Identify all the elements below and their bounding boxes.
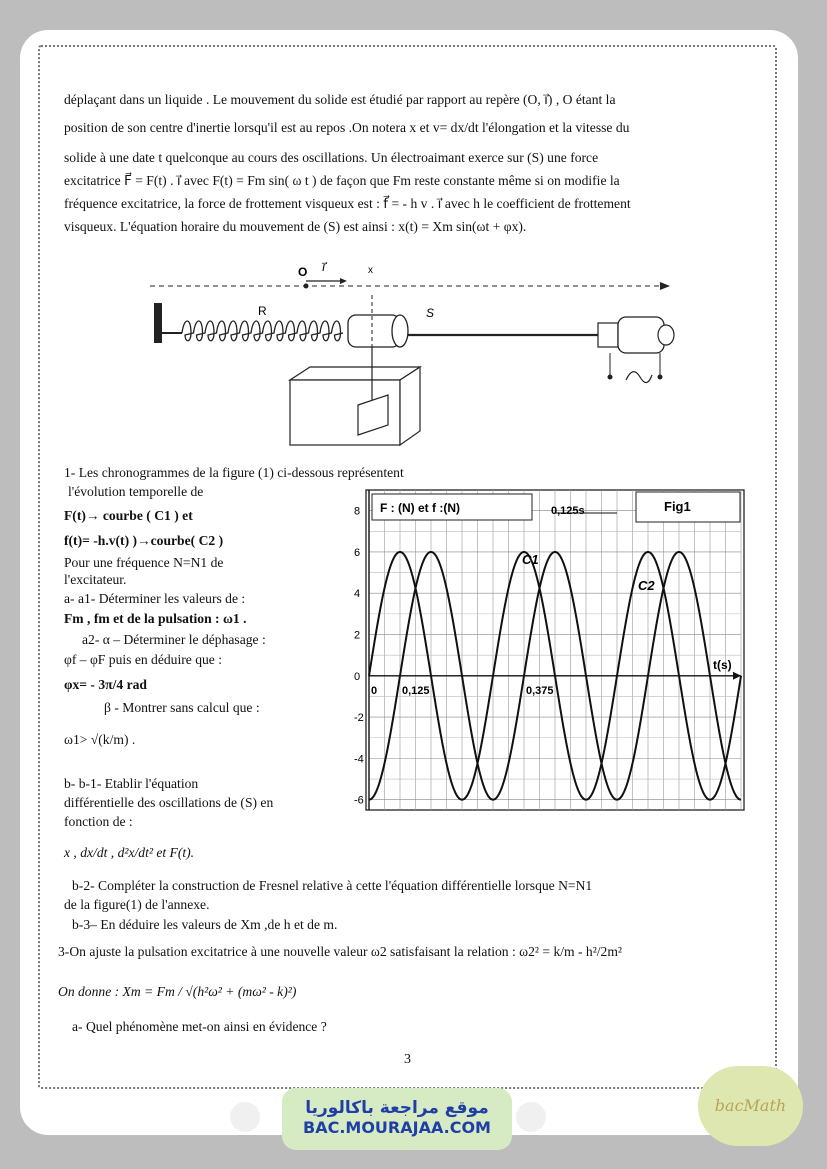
- y-tick-label: -2: [354, 712, 364, 725]
- q1-line-11: φx= - 3π/4 rad: [64, 677, 147, 692]
- q1-line-10: φf – φF puis en déduire que :: [64, 652, 223, 667]
- q1-line-4: f(t)= -h.v(t) )→courbe( C2 ): [64, 533, 224, 548]
- figure-1-chart: [336, 486, 748, 816]
- intro-line-1: déplaçant dans un liquide . Le mouvement du solide est étudié par rapport au repère (O, i⃗) , O étant la: [64, 92, 616, 107]
- q1-line-3: F(t)→ courbe ( C1 ) et: [64, 508, 193, 523]
- x-axis-arrow: [660, 282, 670, 290]
- q1-b-line-3: fonction de :: [64, 814, 133, 829]
- y-tick-label: 4: [354, 588, 361, 601]
- q3-line-1: 3-On ajuste la pulsation excitatrice à une nouvelle valeur ω2 satisfaisant la relation : ω2² = k/m - h²/2m²: [58, 944, 623, 959]
- x-tick-label: 0,125: [402, 684, 430, 697]
- solid-label: S: [426, 306, 435, 320]
- ac-source-icon: [626, 372, 652, 383]
- spring-R: [182, 321, 343, 341]
- y-tick-label: 8: [354, 505, 361, 518]
- q1-line-5: Pour une fréquence N=N1 de: [64, 555, 224, 570]
- x-tick-label: 0: [371, 684, 378, 697]
- q3-line-3: a- Quel phénomène met-on ainsi en évidence ?: [72, 1019, 327, 1034]
- intro-line-3: solide à une date t quelconque au cours des oscillations. Un électroaimant exerce sur (S) une force: [64, 150, 599, 165]
- chart-title: Fig1: [664, 499, 691, 514]
- origin-point: [304, 284, 309, 289]
- chart-xlabel: t(s): [713, 658, 732, 672]
- fixed-wall: [154, 303, 162, 343]
- q1-line-1: 1- Les chronogrammes de la figure (1) ci-dessous représentent: [64, 465, 404, 480]
- intro-line-6: visqueux. L'équation horaire du mouvement de (S) est ainsi : x(t) = Xm sin(ωt + φx).: [64, 219, 527, 234]
- origin-label: O: [298, 265, 308, 279]
- site-url-link[interactable]: BAC.MOURAJAA.COM: [303, 1118, 491, 1137]
- q1-line-12: β - Montrer sans calcul que :: [104, 700, 260, 715]
- y-tick-label: 2: [354, 629, 361, 642]
- intro-line-5: fréquence excitatrice, la force de frottement visqueux est : f⃗ = - h v . i⃗ avec h le coefficient de frottement: [64, 196, 631, 211]
- spring-mass-schema: [130, 255, 690, 460]
- site-name-arabic: موقع مراجعة باكالوريا: [305, 1098, 489, 1118]
- page-number: 3: [404, 1052, 411, 1067]
- scale-label: 0,125s: [551, 505, 585, 517]
- y-tick-label: -6: [354, 794, 364, 807]
- q1-line-8: Fm , fm et de la pulsation : ω1 .: [64, 611, 247, 626]
- y-tick-label: 6: [354, 546, 361, 559]
- y-tick-label: 0: [354, 670, 361, 683]
- q1-b-line-4: x , dx/dt , d²x/dt² et F(t).: [64, 845, 195, 860]
- q1-b-line-1: b- b-1- Etablir l'équation: [64, 776, 199, 791]
- site-logo-right-icon: [516, 1102, 546, 1132]
- q1-b-line-6: de la figure(1) de l'annexe.: [64, 897, 210, 912]
- site-logo-left-icon: [230, 1102, 260, 1132]
- q1-line-13: ω1> √(k/m) .: [64, 732, 136, 747]
- q1-line-9: a2- α – Déterminer le déphasage :: [82, 632, 266, 647]
- site-banner[interactable]: [282, 1088, 512, 1150]
- spring-label: R: [258, 304, 267, 318]
- q1-line-6: l'excitateur.: [64, 572, 127, 587]
- curve-c2-label: C2: [638, 578, 655, 593]
- y-tick-label: -4: [354, 753, 364, 766]
- q3-line-2: On donne : Xm = Fm / √(h²ω² + (mω² - k)²): [58, 984, 297, 999]
- bacmath-badge: bacMath: [698, 1066, 803, 1146]
- q1-b-line-7: b-3– En déduire les valeurs de Xm ,de h et de m.: [72, 917, 338, 932]
- q1-line-7: a- a1- Déterminer les valeurs de :: [64, 591, 246, 606]
- x-tick-label: 0,375: [526, 684, 554, 697]
- liquid-tank-top: [290, 367, 420, 380]
- x-label: x: [368, 265, 373, 276]
- q1-b-line-5: b-2- Compléter la construction de Fresnel relative à cette l'équation différentielle lorsque N=N1: [72, 878, 593, 893]
- unit-vector-label: i⃗: [322, 260, 326, 274]
- intro-line-2: position de son centre d'inertie lorsqu'il est au repos .On notera x et v= dx/dt l'élongation et la vitesse du: [64, 120, 630, 135]
- y-tick-labels: [354, 506, 364, 807]
- q1-b-line-2: différentielle des oscillations de (S) en: [64, 795, 274, 810]
- intro-line-4: excitatrice F⃗ = F(t) . i⃗ avec F(t) = Fm sin( ω t ) de façon que Fm reste constante même si on modifie la: [64, 173, 620, 188]
- chart-ylabel: F : (N) et f :(N): [380, 501, 460, 515]
- q1-line-2: l'évolution temporelle de: [68, 484, 204, 499]
- electromagnet: [618, 317, 664, 353]
- curve-c1-label: C1: [522, 552, 539, 567]
